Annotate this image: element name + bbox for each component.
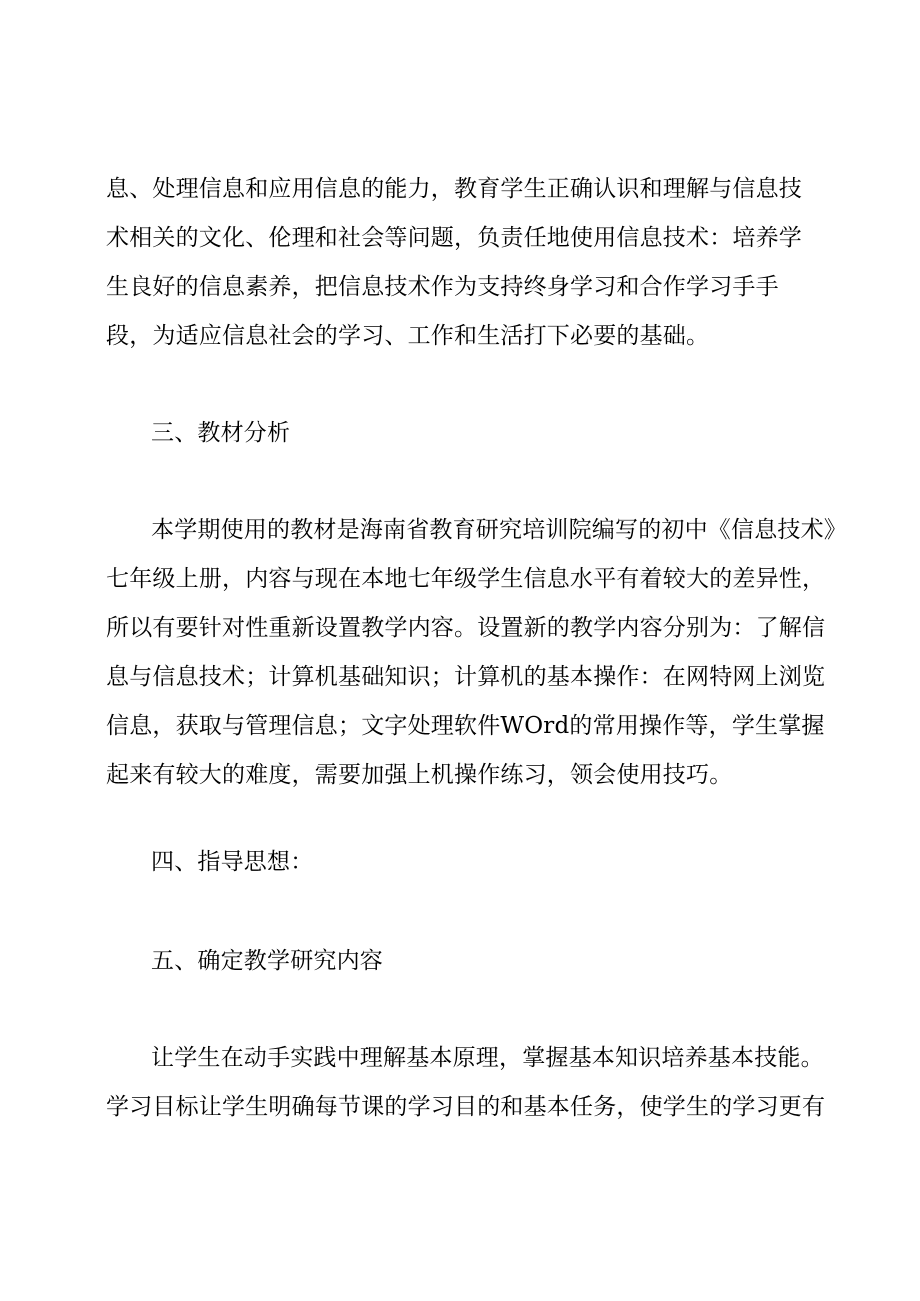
section-heading: 三、教材分析 <box>151 420 291 446</box>
paragraph-line: 本学期使用的教材是海南省教育研究培训院编写的初中《信息技术》 <box>151 517 847 543</box>
paragraph-line: 让学生在动手实践中理解基本原理，掌握基本知识培养基本技能。 <box>151 1045 824 1071</box>
paragraph-line: 信息，获取与管理信息；文字处理软件WOrd的常用操作等，学生掌握 <box>106 713 825 739</box>
section-heading: 四、指导思想： <box>151 849 314 875</box>
paragraph-line: 息与信息技术；计算机基础知识；计算机的基本操作：在网特网上浏览 <box>106 664 826 690</box>
paragraph-line: 生良好的信息素养，把信息技术作为支持终身学习和合作学习手手 <box>106 274 779 300</box>
paragraph-line: 术相关的文化、伦理和社会等问题，负责任地使用信息技术：培养学 <box>106 225 802 251</box>
paragraph-line: 起来有较大的难度，需要加强上机操作练习，领会使用技巧。 <box>106 762 733 788</box>
section-heading: 五、确定教学研究内容 <box>151 948 383 974</box>
paragraph-line: 息、处理信息和应用信息的能力，教育学生正确认识和理解与信息技 <box>106 176 802 202</box>
paragraph-line: 七年级上册，内容与现在本地七年级学生信息水平有着较大的差异性， <box>106 566 826 592</box>
paragraph-line: 学习目标让学生明确每节课的学习目的和基本任务，使学生的学习更有 <box>106 1094 826 1120</box>
paragraph-line: 段，为适应信息社会的学习、工作和生活打下必要的基础。 <box>106 323 710 349</box>
paragraph-line: 所以有要针对性重新设置教学内容。设置新的教学内容分别为：了解信 <box>106 615 826 641</box>
